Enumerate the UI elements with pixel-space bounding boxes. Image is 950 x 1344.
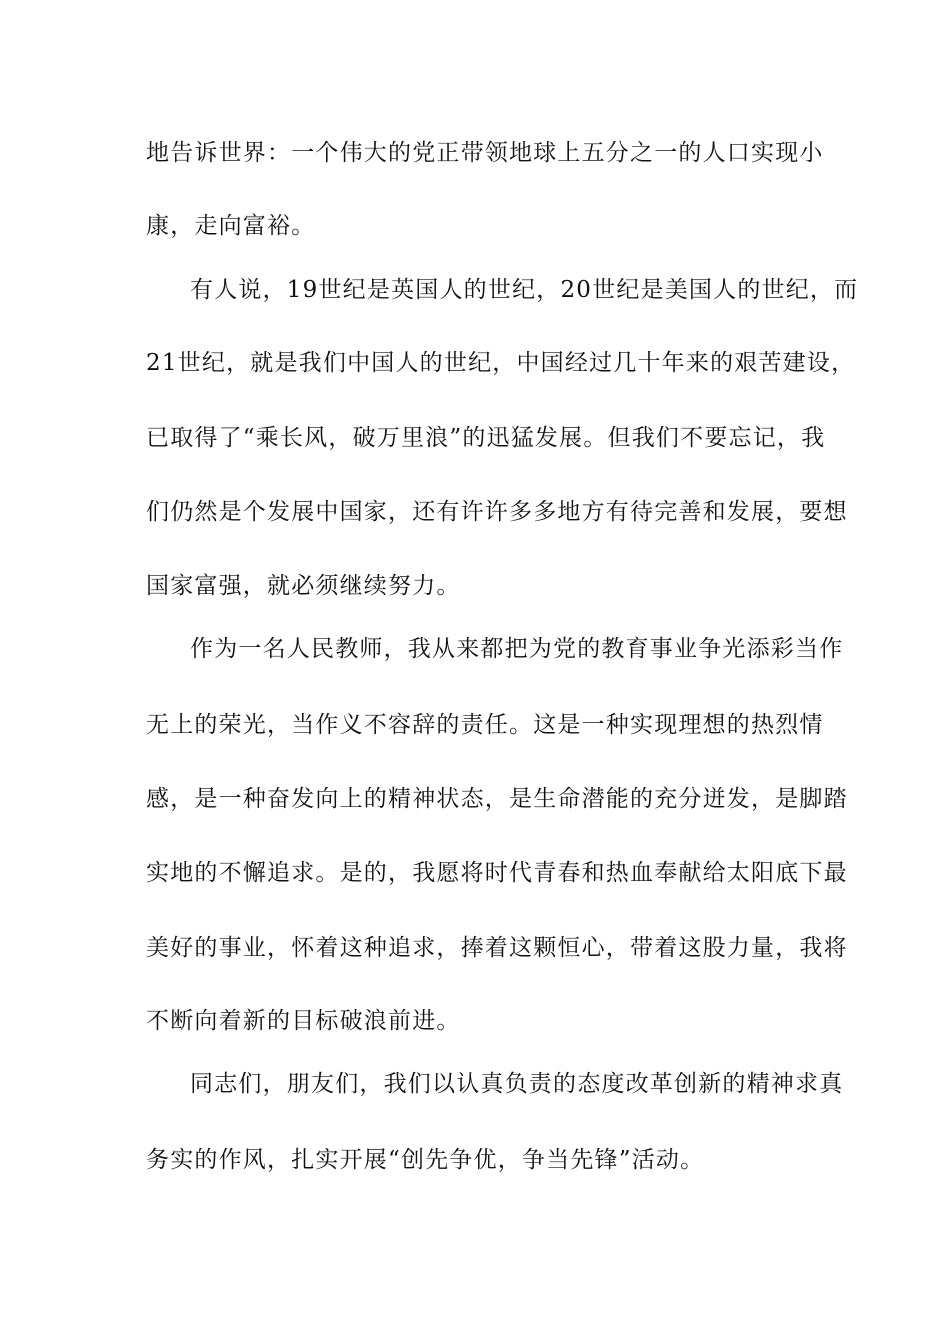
paragraph-first-line: 有人说，19世纪是英国人的世纪，20世纪是美国人的世纪，而 <box>190 277 859 303</box>
text-line: 感，是一种奋发向上的精神状态，是生命潜能的充分迸发，是脚踏 <box>146 786 848 812</box>
text-line: 不断向着新的目标破浪前进。 <box>146 1008 461 1034</box>
text-line: 21世纪，就是我们中国人的世纪，中国经过几十年来的艰苦建设， <box>146 350 856 376</box>
paragraph-first-line: 作为一名人民教师，我从来都把为党的教育事业争光添彩当作 <box>190 636 844 662</box>
text-line: 已取得了“乘长风，破万里浪”的迅猛发展。但我们不要忘记，我 <box>146 425 826 451</box>
text-line: 们仍然是个发展中国家，还有许许多多地方有待完善和发展，要想 <box>146 499 848 525</box>
paragraph-first-line: 同志们，朋友们，我们以认真负责的态度改革创新的精神求真 <box>190 1071 844 1097</box>
text-line: 国家富强，就必须继续努力。 <box>146 573 461 599</box>
text-line: 务实的作风，扎实开展“创先争优，争当先锋”活动。 <box>146 1147 705 1173</box>
text-line: 地告诉世界：一个伟大的党正带领地球上五分之一的人口实现小 <box>146 140 824 166</box>
text-line: 无上的荣光，当作义不容辞的责任。这是一种实现理想的热烈情 <box>146 712 824 738</box>
text-line: 美好的事业，怀着这种追求，捧着这颗恒心，带着这股力量，我将 <box>146 935 848 961</box>
text-line: 康，走向富裕。 <box>146 213 316 239</box>
text-line: 实地的不懈追求。是的，我愿将时代青春和热血奉献给太阳底下最 <box>146 860 848 886</box>
